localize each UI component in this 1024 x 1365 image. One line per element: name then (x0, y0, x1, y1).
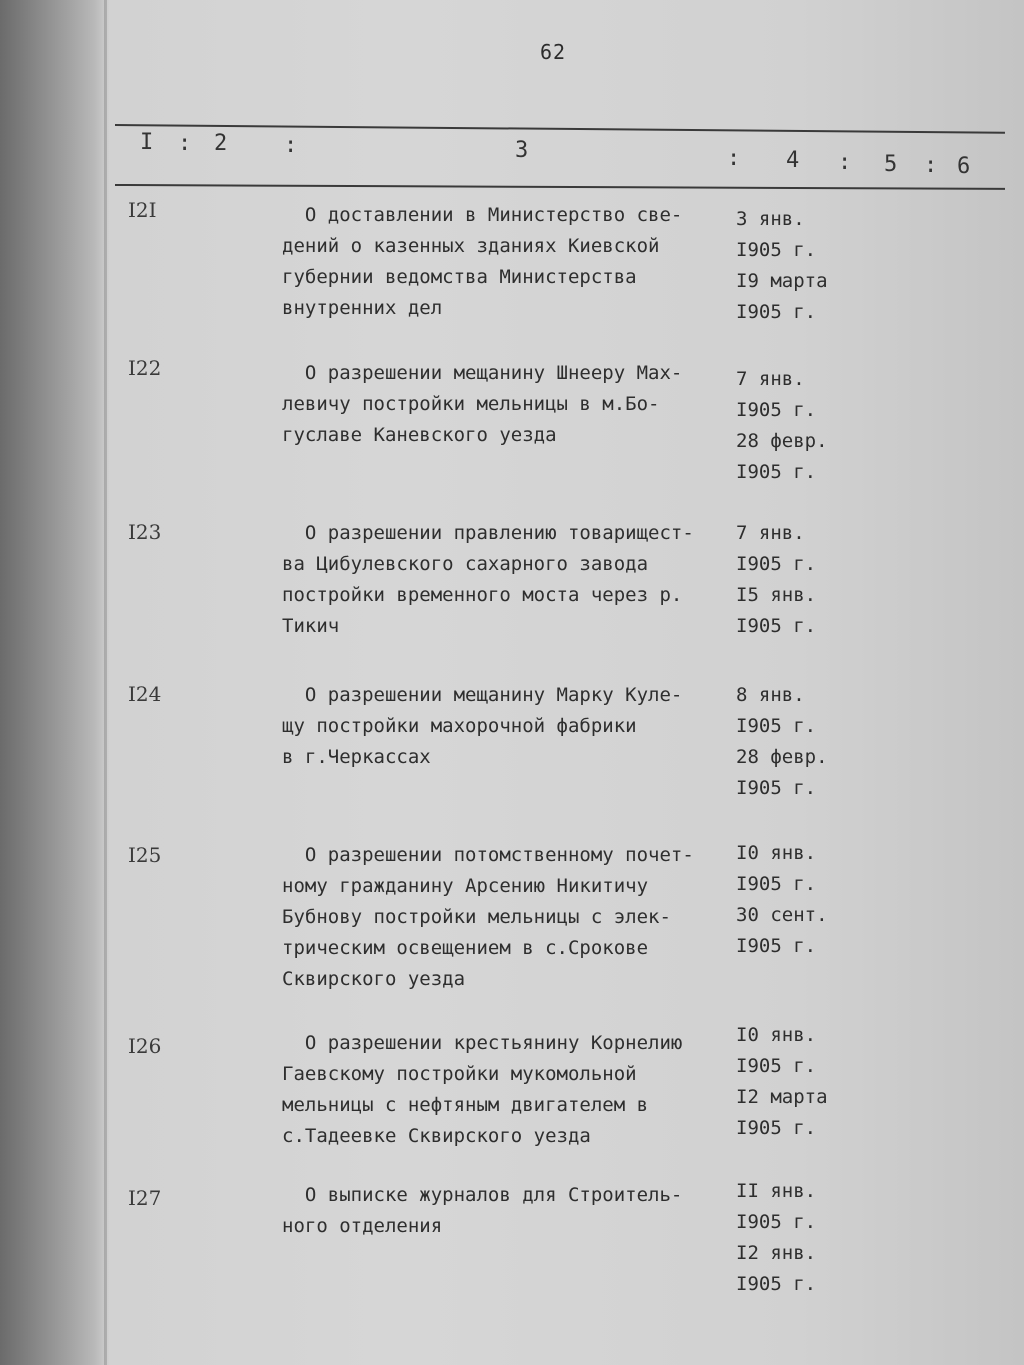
entry-dates: I0 янв. I905 г. 30 сент. I905 г. (736, 842, 828, 957)
page-edge (104, 0, 107, 1365)
entry-title: О разрешении мещанину Шнееру Мах- левичу постройки мельницы в м.Бо- гуславе Каневского уезда (282, 362, 683, 446)
entry-number: I24 (128, 682, 162, 706)
column-separator: : (727, 146, 741, 171)
entry-title: О разрешении мещанину Марку Куле- щу постройки махорочной фабрики в г.Черкассах (282, 684, 683, 768)
entry-dates: II янв. I905 г. I2 янв. I905 г. (736, 1180, 817, 1295)
column-separator: : (284, 133, 298, 158)
entry-dates: I0 янв. I905 г. I2 марта I905 г. (736, 1024, 828, 1139)
column-separator: : (178, 131, 192, 156)
column-header-1: I (140, 130, 154, 155)
column-header-2: 2 (214, 131, 228, 156)
column-header-5: 5 (884, 152, 898, 177)
entry-title: О выписке журналов для Строитель- ного отделения (282, 1184, 683, 1237)
column-header-4: 4 (786, 148, 800, 173)
entry-dates: 3 янв. I905 г. I9 марта I905 г. (736, 208, 828, 323)
entry-number: I23 (128, 520, 162, 544)
column-separator: : (838, 150, 852, 175)
page-number: 62 (540, 40, 567, 64)
entry-number: I22 (128, 356, 162, 380)
header-top-rule (115, 124, 1005, 134)
entry-title: О разрешении правлению товарищест- ва Цибулевского сахарного завода постройки временного моста через р. Тикич (282, 522, 694, 637)
entry-number: I26 (128, 1034, 162, 1058)
column-header-6: 6 (957, 154, 971, 179)
header-bottom-rule (115, 184, 1005, 190)
entry-number: I2I (128, 198, 157, 222)
entry-dates: 7 янв. I905 г. I5 янв. I905 г. (736, 522, 817, 637)
column-header-3: 3 (515, 138, 529, 163)
entry-number: I25 (128, 843, 162, 867)
page-binding-shadow (0, 0, 110, 1365)
entry-title: О доставлении в Министерство све- дений о казенных зданиях Киевской губернии ведомства Министерства внутренних дел (282, 204, 683, 319)
entry-number: I27 (128, 1186, 162, 1210)
entry-title: О разрешении крестьянину Корнелию Гаевскому постройки мукомольной мельницы с нефтяным двигателем в с.Тадеевке Сквирского уезда (282, 1032, 683, 1147)
entry-dates: 8 янв. I905 г. 28 февр. I905 г. (736, 684, 828, 799)
column-separator: : (924, 153, 938, 178)
entry-title: О разрешении потомственному почет- ному гражданину Арсению Никитичу Бубнову постройки мельницы с элек- трическим освещением в с.Срокове Сквирского уезда (282, 844, 694, 990)
entry-dates: 7 янв. I905 г. 28 февр. I905 г. (736, 368, 828, 483)
